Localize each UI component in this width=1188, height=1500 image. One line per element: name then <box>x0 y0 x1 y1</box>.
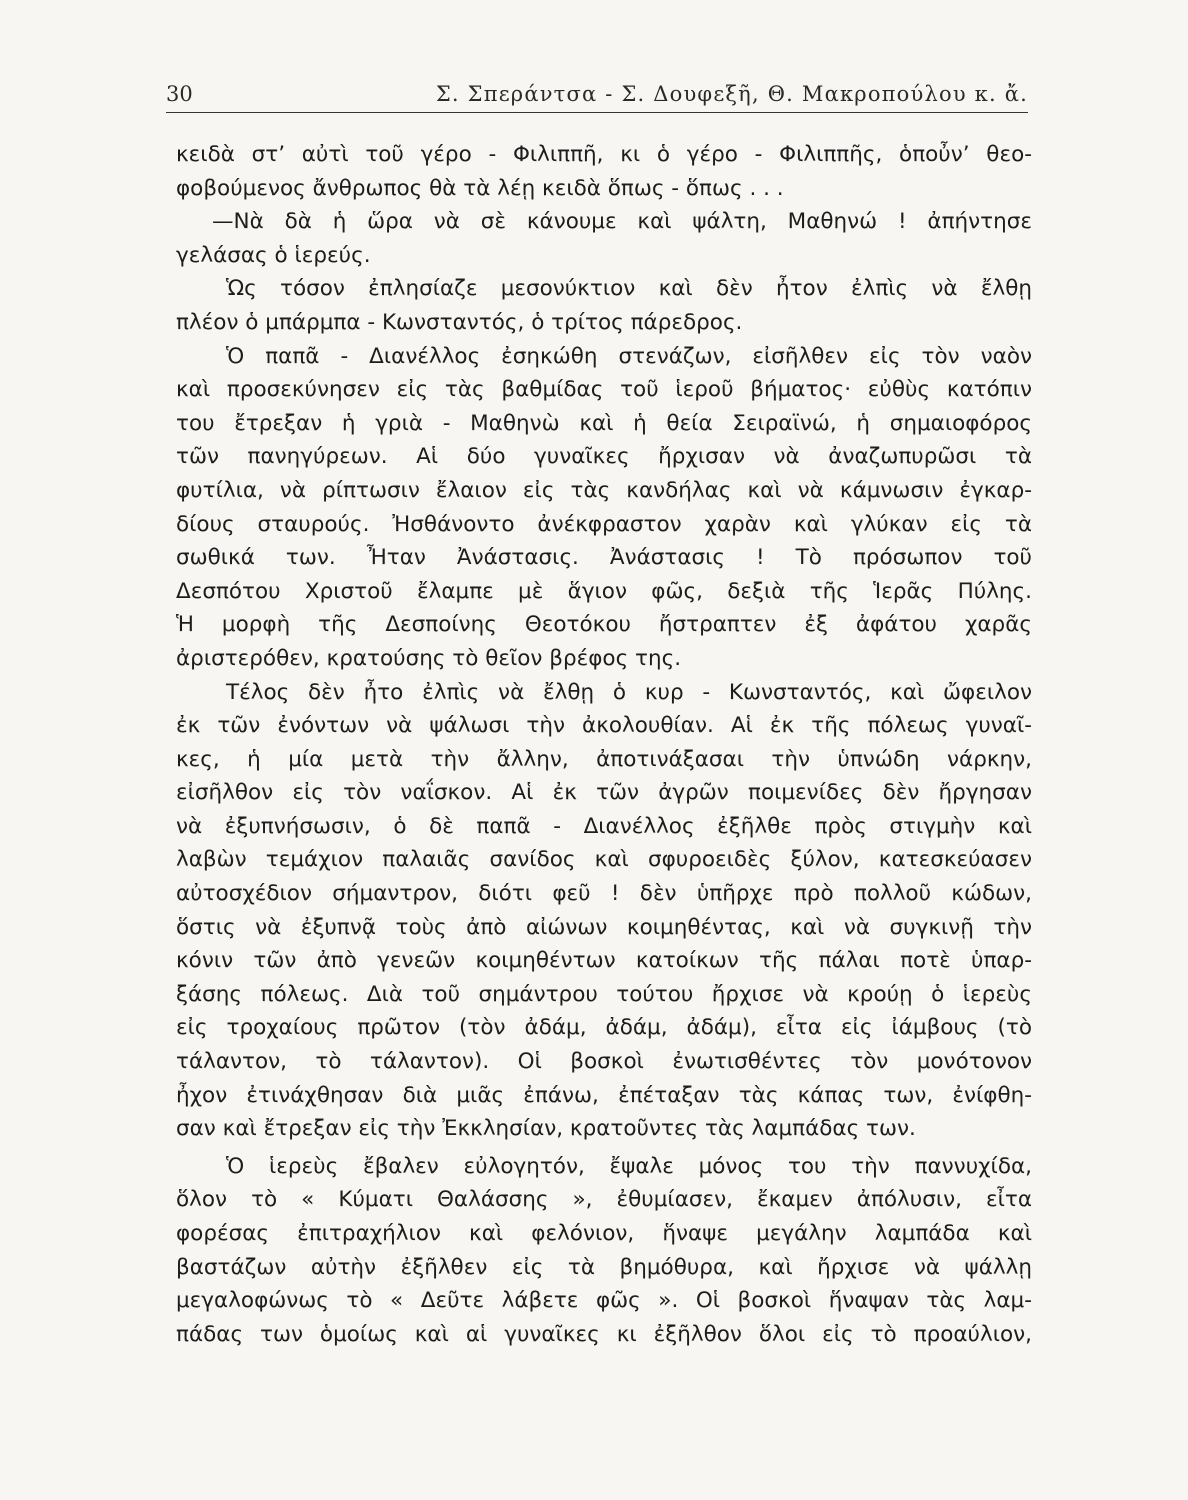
text-line: καὶ προσεκύνησεν εἰς τὰς βαθμίδας τοῦ ἱεροῦ βήματος· εὐθὺς κατόπιν <box>176 377 1032 403</box>
text-line: σωθικά των. Ἦταν Ἀνάστασις. Ἀνάστασις ! Τὸ πρόσωπον τοῦ <box>176 545 1032 571</box>
text-line: —Νὰ δὰ ἡ ὥρα νὰ σὲ κάνουμε καὶ ψάλτη, Μαθηνώ ! ἀπήντησε <box>212 209 1032 235</box>
text-line: ἐκ τῶν ἐνόντων νὰ ψάλωσι τὴν ἀκολουθίαν. Αἱ ἐκ τῆς πόλεως γυναῖ- <box>176 713 1032 739</box>
text-line: τάλαντον, τὸ τάλαντον). Οἱ βοσκοὶ ἐνωτισθέντες τὸν μονότονον <box>176 1049 1032 1075</box>
text-line: κόνιν τῶν ἀπὸ γενεῶν κοιμηθέντων κατοίκων τῆς πάλαι ποτὲ ὑπαρ- <box>176 948 1032 974</box>
text-line: νὰ ἐξυπνήσωσιν, ὁ δὲ παπᾶ - Διανέλλος ἐξῆλθε πρὸς στιγμὴν καὶ <box>176 813 1032 839</box>
text-line: κες, ἡ μία μετὰ τὴν ἄλλην, ἀποτινάξασαι τὴν ὑπνώδη νάρκην, <box>176 746 1032 772</box>
text-line: δίους σταυρούς. Ἠσθάνοντο ἀνέκφραστον χαρὰν καὶ γλύκαν εἰς τὰ <box>176 511 1032 537</box>
text-line: κειδὰ στ’ αὐτὶ τοῦ γέρο - Φιλιππῆ, κι ὁ γέρο - Φιλιππῆς, ὁπoὖν’ θεο- <box>176 142 1032 167</box>
text-line: Ὁ παπᾶ - Διανέλλος ἐσηκώθη στενάζων, εἰσῆλθεν εἰς τὸν ναὸν <box>226 343 1032 369</box>
text-line: φοβούμενος ἄνθρωπος θὰ τὰ λέῃ κειδὰ ὅπως - ὅπως . . . <box>176 175 784 201</box>
text-line: του ἔτρεξαν ἡ γριὰ - Μαθηνὼ καὶ ἡ θεία Σειραϊνώ, ἡ σημαιοφόρος <box>176 410 1032 436</box>
text-line: τῶν πανηγύρεων. Αἱ δύο γυναῖκες ἤρχισαν νὰ ἀναζωπυρῶσι τὰ <box>176 444 1032 470</box>
running-head <box>166 72 1028 113</box>
text-line: πλέον ὁ μπάρμπα - Κωνσταντός, ὁ τρίτος πάρεδρος. <box>176 309 743 335</box>
text-line: ὅστις νὰ ἐξυπνᾷ τοὺς ἀπὸ αἰώνων κοιμηθέντας, καὶ νὰ συγκινῇ τὴν <box>176 914 1032 940</box>
text-line: ὅλον τὸ « Κύματι Θαλάσσης », ἐθυμίασεν, ἔκαμεν ἀπόλυσιν, εἶτα <box>176 1187 1032 1213</box>
text-line: βαστάζων αὐτὴν ἐξῆλθεν εἰς τὰ βημόθυρα, καὶ ἤρχισε νὰ ψάλλῃ <box>176 1254 1032 1280</box>
text-line: ἀριστερόθεν, κρατούσης τὸ θεῖον βρέφος της. <box>176 645 682 671</box>
text-line: εἰσῆλθον εἰς τὸν ναΐσκον. Αἱ ἐκ τῶν ἀγρῶν ποιμενίδες δὲν ἤργησαν <box>176 780 1032 806</box>
text-line: εἰς τροχαίους πρῶτον (τὸν ἀδάμ, ἀδάμ, ἀδάμ), εἶτα εἰς ἰάμβους (τὸ <box>176 1015 1032 1041</box>
text-line: λαβὼν τεμάχιον παλαιᾶς σανίδος καὶ σφυροειδὲς ξύλον, κατεσκεύασεν <box>176 847 1032 873</box>
text-line: Τέλος δὲν ἦτο ἐλπὶς νὰ ἔλθῃ ὁ κυρ - Κωνσταντός, καὶ ὤφειλον <box>226 679 1032 705</box>
text-line: φυτίλια, νὰ ρίπτωσιν ἔλαιον εἰς τὰς κανδήλας καὶ νὰ κάμνωσιν ἐγκαρ- <box>176 477 1032 503</box>
header-authors: Σ. Σπεράντσα - Σ. Δουφεξῆ, Θ. Μακροπούλου κ. ἄ. <box>435 82 1028 106</box>
text-line: Ὁ ἱερεὺς ἔβαλεν εὐλογητόν, ἔψαλε μόνος του τὴν παννυχίδα, <box>226 1153 1032 1179</box>
text-line: σαν καὶ ἔτρεξαν εἰς τὴν Ἐκκλησίαν, κρατοῦντες τὰς λαμπάδας των. <box>176 1116 916 1142</box>
text-line: Ὡς τόσον ἐπλησίαζε μεσονύκτιον καὶ δὲν ἦτον ἐλπὶς νὰ ἔλθῃ <box>226 276 1032 302</box>
body-text <box>176 138 1032 1351</box>
text-line: Δεσπότου Χριστοῦ ἔλαμπε μὲ ἅγιον φῶς, δεξιὰ τῆς Ἱερᾶς Πύλης. <box>176 578 1032 604</box>
text-line: ξάσης πόλεως. Διὰ τοῦ σημάντρου τούτου ἤρχισε νὰ κρούῃ ὁ ἱερεὺς <box>176 981 1032 1007</box>
text-line: αὐτοσχέδιον σήμαντρον, διότι φεῦ ! δὲν ὑπῆρχε πρὸ πολλοῦ κώδων, <box>176 881 1032 907</box>
text-line: φορέσας ἐπιτραχήλιον καὶ φελόνιον, ἥναψε μεγάλην λαμπάδα καὶ <box>176 1221 1032 1246</box>
text-line: μεγαλοφώνως τὸ « Δεῦτε λάβετε φῶς ». Οἱ βοσκοὶ ἥναψαν τὰς λαμ- <box>176 1288 1032 1314</box>
text-line: πάδας των ὁμοίως καὶ αἱ γυναῖκες κι ἐξῆλθον ὅλοι εἰς τὸ προαύλιον, <box>176 1321 1032 1347</box>
text-line: ἦχον ἐτινάχθησαν διὰ μιᾶς ἐπάνω, ἐπέταξαν τὰς κάπας των, ἐνίφθη- <box>176 1082 1032 1108</box>
text-line: γελάσας ὁ ἱερεύς. <box>176 242 371 268</box>
page-number: 30 <box>166 82 193 106</box>
text-line: Ἡ μορφὴ τῆς Δεσποίνης Θεοτόκου ἤστραπτεν ἐξ ἀφάτου χαρᾶς <box>176 612 1032 638</box>
